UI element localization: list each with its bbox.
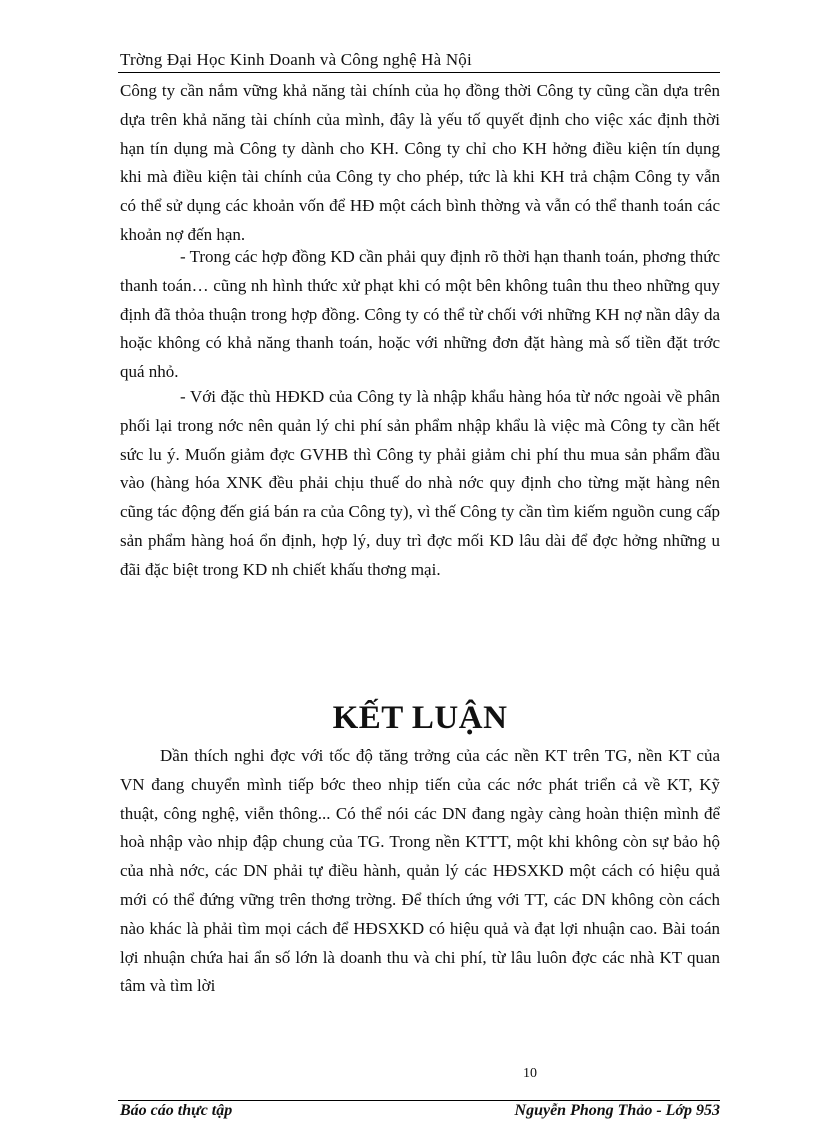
paragraph-conclusion: Dần thích nghi đợc với tốc độ tăng trởng của các nền KT trên TG, nền KT của VN đang chuyển mình tiếp bớc theo nhịp tiến của các nớc phát triển cả về KT, Kỹ thuật, công nghệ, viễn thông... Có thể nói các DN đang ngày càng hoàn thiện mình để hoà nhập vào nhịp đập chung của TG. Trong nền KTTT, một khi không còn sự bảo hộ của nhà nớc, các DN phải tự điều hành, quản lý các HĐSXKD một cách có hiệu quả mới có thể đứng vững trên thơng trờng. Để thích ứng với TT, các DN không còn cách nào khác là phải tìm mọi cách để HĐSXKD có hiệu quả và đạt lợi nhuận cao. Bài toán lợi nhuận chứa hai ẩn số lớn là doanh thu và chi phí, từ lâu luôn đợc các nhà KT quan tâm và tìm lời [120, 746, 720, 996]
section-title: KẾT LUẬN [332, 700, 508, 736]
paragraph-import-costs: - Với đặc thù HĐKD của Công ty là nhập khẩu hàng hóa từ nớc ngoài về phân phối lại trong nớc nên quản lý chi phí sản phẩm nhập khẩu là việc mà Công ty cần hết sức lu ý. Muốn giảm đợc GVHB thì Công ty phải giảm chi phí thu mua sản phẩm đầu vào (hàng hóa XNK đều phải chịu thuế do nhà nớc quy định cho từng mặt hàng nên cũng tác động đến giá bán ra của Công ty), vì thế Công ty cần tìm kiếm nguồn cung cấp sản phẩm hàng hoá ổn định, hợp lý, duy trì đợc mối KD lâu dài để đợc hởng những u đãi đặc biệt trong KD nh chiết khấu thơng mại. [120, 387, 720, 579]
footer-author: Nguyễn Phong Thảo - Lớp 953 [514, 1102, 720, 1119]
page-number: 10 [523, 1066, 537, 1081]
paragraph-credit-terms: Công ty cần nắm vững khả năng tài chính của họ đồng thời Công ty cũng cần dựa trên dựa trên khả năng tài chính của mình, đây là yếu tố quyết định cho việc xác định thời hạn tín dụng mà Công ty dành cho KH. Công ty chỉ cho KH hởng điều kiện tín dụng khi mà điều kiện tài chính của Công ty cho phép, tức là khi KH trả chậm Công ty vẫn có thể sử dụng các khoản vốn để HĐ một cách bình thờng và vẫn có thể thanh toán các khoản nợ đến hạn. [120, 81, 720, 244]
header-divider [118, 72, 720, 73]
footer-divider [118, 1100, 720, 1101]
paragraph-contract-payment: - Trong các hợp đồng KD cần phải quy định rõ thời hạn thanh toán, phơng thức thanh toán… cũng nh hình thức xử phạt khi có một bên không tuân thu theo những quy định đã thỏa thuận trong hợp đồng. Công ty có thể từ chối với những KH nợ nần dây da hoặc không có khả năng thanh toán, hoặc với những đơn đặt hàng mà số tiền đặt trớc quá nhỏ. [120, 247, 720, 382]
footer-report-label: Báo cáo thực tập [120, 1102, 233, 1119]
page-header: Trờng Đại Học Kinh Doanh và Công nghệ Hà Nội [120, 50, 472, 69]
